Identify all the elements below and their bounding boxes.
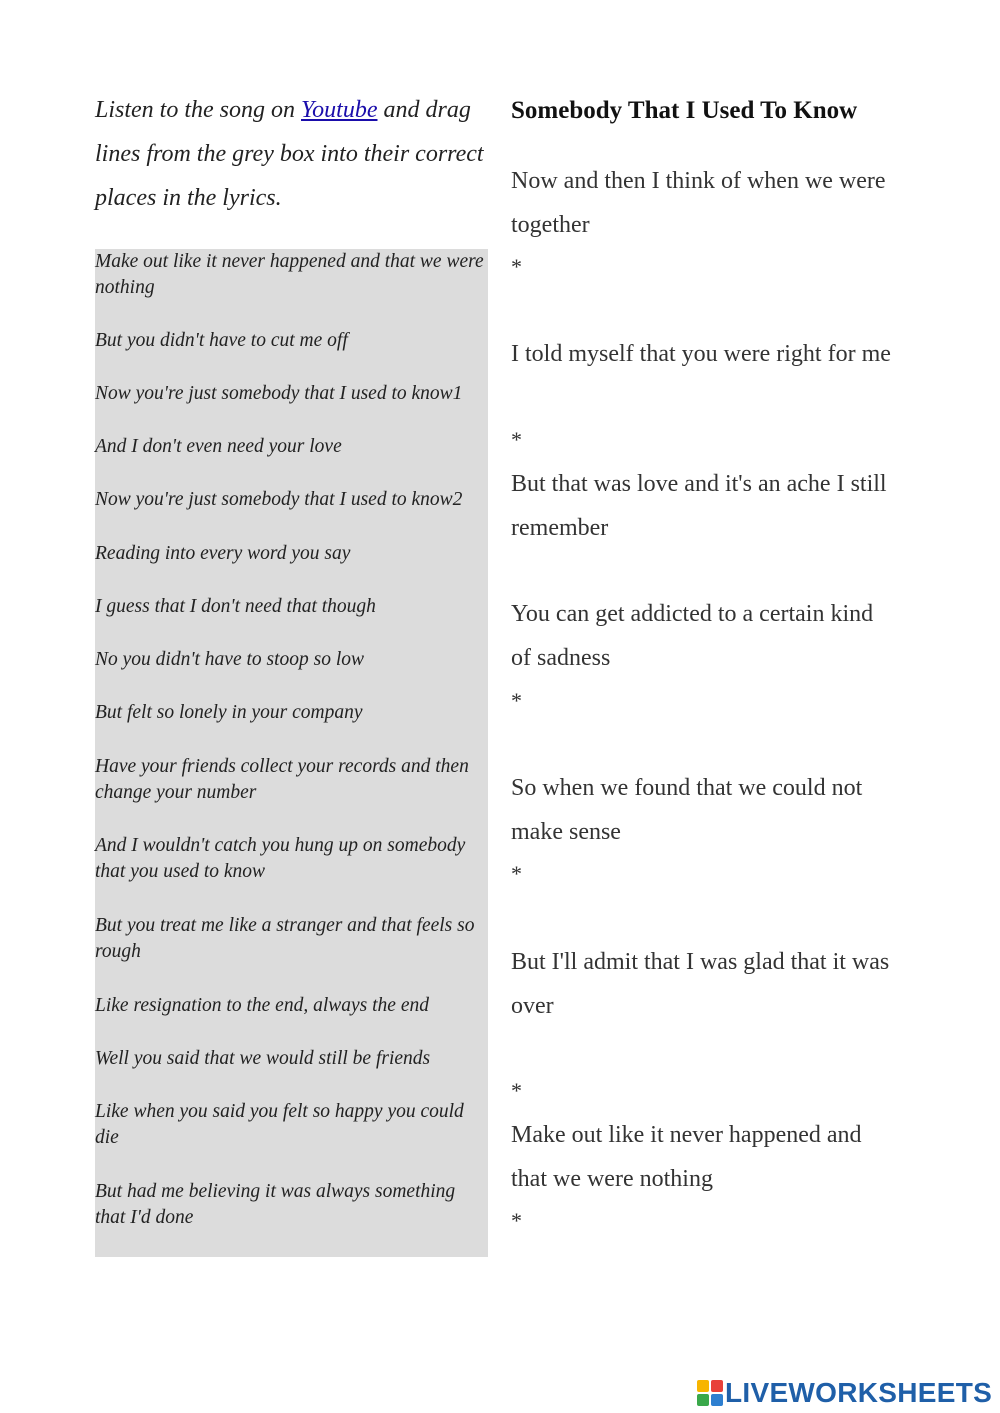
- drag-line[interactable]: I guess that I don't need that though: [95, 596, 376, 617]
- drop-slot[interactable]: *: [511, 427, 522, 452]
- drag-line[interactable]: But you treat me like a stranger and that feels so rough: [95, 915, 475, 962]
- logo-square: [711, 1394, 723, 1406]
- instructions: [95, 88, 490, 220]
- drag-line[interactable]: No you didn't have to stoop so low: [95, 649, 365, 670]
- youtube-link[interactable]: Youtube: [301, 97, 378, 123]
- drag-line[interactable]: Make out like it never happened and that we were nothing: [95, 251, 484, 298]
- drop-slot[interactable]: *: [511, 1208, 522, 1233]
- drag-line[interactable]: But felt so lonely in your company: [95, 702, 363, 723]
- drag-line[interactable]: Have your friends collect your records and then change your number: [95, 756, 469, 803]
- drag-line[interactable]: Well you said that we would still be friends: [95, 1048, 431, 1069]
- liveworksheets-logo-icon: [697, 1380, 723, 1406]
- drag-line[interactable]: Now you're just somebody that I used to know1: [95, 383, 463, 404]
- logo-square: [711, 1380, 723, 1392]
- logo-square: [697, 1380, 709, 1392]
- instructions-text-start: Listen to the song on: [95, 97, 302, 123]
- lyric-line: But that was love and it's an ache I still remember: [511, 471, 887, 541]
- drag-line[interactable]: Like when you said you felt so happy you could die: [95, 1101, 464, 1148]
- liveworksheets-logo: [697, 1376, 992, 1410]
- drag-line[interactable]: Like resignation to the end, always the end: [95, 995, 429, 1016]
- drop-slot[interactable]: *: [511, 1078, 522, 1103]
- song-title: Somebody That I Used To Know: [511, 97, 858, 124]
- drop-slot[interactable]: *: [511, 861, 522, 886]
- drag-line[interactable]: Now you're just somebody that I used to know2: [95, 489, 463, 510]
- logo-square: [697, 1394, 709, 1406]
- drag-line[interactable]: And I wouldn't catch you hung up on somebody that you used to know: [95, 835, 466, 882]
- lyric-line: So when we found that we could not make sense: [511, 775, 863, 845]
- drag-line[interactable]: And I don't even need your love: [95, 436, 342, 457]
- lyric-line: I told myself that you were right for me: [511, 341, 891, 367]
- drag-lines-box: [95, 249, 488, 1257]
- drag-line[interactable]: But had me believing it was always something that I'd done: [95, 1181, 456, 1228]
- instructions-text-end: and drag lines from the grey box into their correct places in the lyrics.: [95, 97, 484, 211]
- lyric-line: Make out like it never happened and that we were nothing: [511, 1122, 862, 1192]
- drop-slot[interactable]: *: [511, 254, 522, 279]
- drag-line[interactable]: But you didn't have to cut me off: [95, 330, 348, 351]
- lyric-line: But I'll admit that I was glad that it was over: [511, 949, 890, 1019]
- lyric-line: Now and then I think of when we were together: [511, 168, 886, 238]
- drag-line[interactable]: Reading into every word you say: [95, 543, 351, 564]
- logo-text: LIVEWORKSHEETS: [725, 1377, 993, 1408]
- drop-slot[interactable]: *: [511, 688, 522, 713]
- lyric-line: You can get addicted to a certain kind of sadness: [511, 601, 874, 671]
